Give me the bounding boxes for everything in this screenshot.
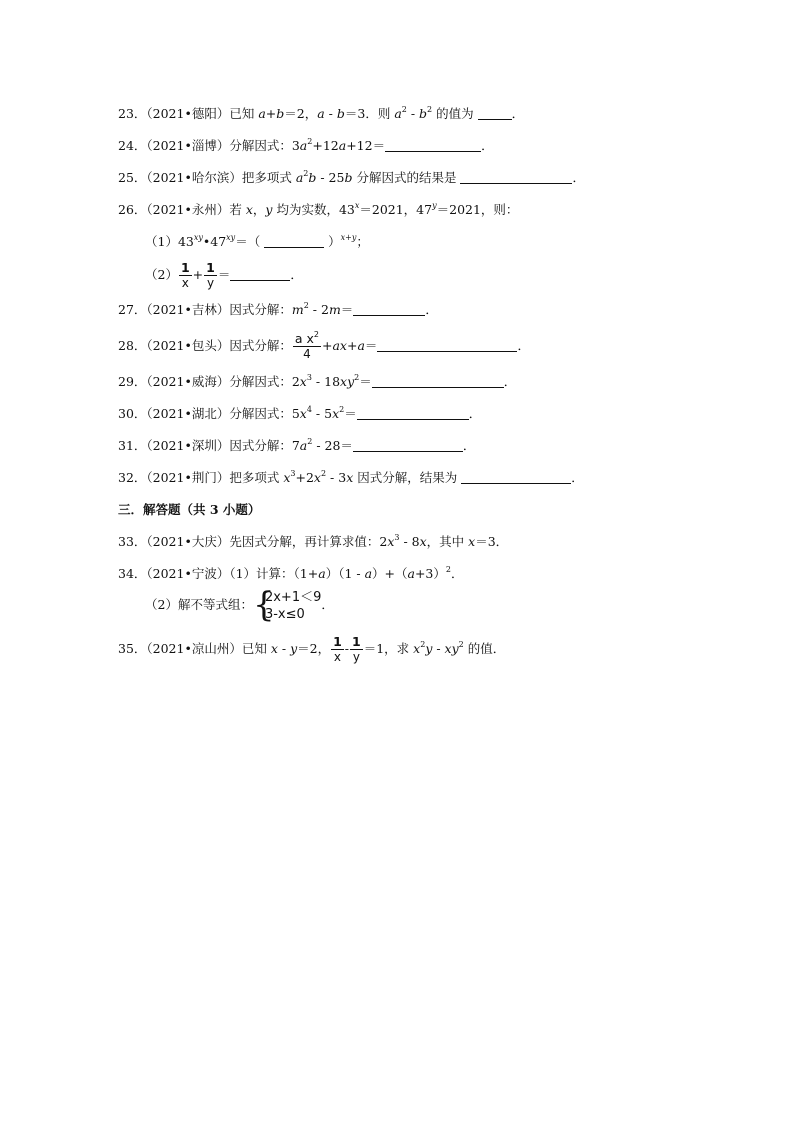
question-26: 26．（2021•永州）若 x，y 均为实数，$43^x=2021$，$47^y=2021$，则： bbox=[118, 200, 519, 217]
source-tag: （2021•荆门） bbox=[146, 470, 230, 485]
question-26-part-1: $(1)43^{xy}•47^{xy}=$（ ）$^{x+y}$； bbox=[145, 232, 369, 249]
question-number: 33． bbox=[118, 534, 147, 549]
source-tag: （2021•永州） bbox=[146, 202, 230, 217]
question-number: 28． bbox=[118, 338, 147, 353]
question-23: 23．（2021•德阳）已知 a+b＝2，a - b＝3．则 $a^2 - b^2$ 的值为 ． bbox=[118, 104, 525, 121]
answer-blank[interactable] bbox=[385, 139, 481, 152]
source-tag: （2021•包头） bbox=[146, 338, 230, 353]
fraction-1-over-y: $\frac{1}{y}$ bbox=[352, 634, 361, 664]
answer-blank[interactable] bbox=[230, 268, 290, 281]
answer-blank[interactable] bbox=[353, 439, 463, 452]
question-number: 32． bbox=[118, 470, 147, 485]
fraction-ax2-over-4: $\frac{a x^2}{4}$ bbox=[294, 329, 319, 361]
question-number: 24． bbox=[118, 138, 147, 153]
question-number: 30． bbox=[118, 406, 147, 421]
question-number: 25． bbox=[118, 170, 147, 185]
question-number: 29． bbox=[118, 374, 147, 389]
question-35: 35．（2021•凉山州）已知 x - y＝2， $\frac{1}{x}$ - $\frac{1}{y}$ ＝1，求 $x^2y - xy^2$ 的值． bbox=[118, 634, 506, 664]
source-tag: （2021•哈尔滨） bbox=[146, 170, 242, 185]
inequality-row-2: 3-x≤0 bbox=[264, 606, 305, 622]
answer-blank[interactable] bbox=[478, 107, 512, 120]
fraction-1-over-x: $\frac{1}{x}$ bbox=[180, 260, 190, 290]
answer-blank[interactable] bbox=[377, 339, 517, 352]
source-tag: （2021•深圳） bbox=[146, 438, 230, 453]
question-27: 27．（2021•吉林）因式分解：$m^2 - 2m=$ ． bbox=[118, 300, 438, 317]
question-28: 28．（2021•包头）因式分解： $\frac{a x^2}{4}$ +ax+a＝ ． bbox=[118, 329, 530, 361]
answer-blank[interactable] bbox=[357, 407, 469, 420]
part-label: （2） bbox=[145, 267, 178, 282]
question-number: 27． bbox=[118, 302, 147, 317]
source-tag: （2021•吉林） bbox=[146, 302, 230, 317]
inequality-system: { 2x+1＜9 3-x≤0 bbox=[252, 584, 322, 625]
question-34: 34．（2021•宁波）（1）计算：$(1+a)(1 - a)+(a+3)^2$． bbox=[118, 564, 464, 581]
source-tag: （2021•宁波） bbox=[146, 566, 230, 581]
part-label: （2）解不等式组： bbox=[145, 597, 253, 612]
question-31: 31．（2021•深圳）因式分解：$7a^2 - 28=$ ． bbox=[118, 436, 476, 453]
question-34-part-2: （2）解不等式组： { 2x+1＜9 3-x≤0 ． bbox=[145, 584, 334, 625]
question-25: 25．（2021•哈尔滨）把多项式 $a^2b - 25b$ 分解因式的结果是 ． bbox=[118, 168, 585, 185]
question-33: 33．（2021•大庆）先因式分解，再计算求值：$2x^3 - 8x$，其中 x＝3． bbox=[118, 532, 509, 549]
source-tag: （2021•威海） bbox=[146, 374, 230, 389]
answer-blank[interactable] bbox=[461, 471, 571, 484]
question-number: 23． bbox=[118, 106, 147, 121]
question-24: 24．（2021•淄博）分解因式：$3a^2+12a+12=$ ． bbox=[118, 136, 494, 153]
inequality-row-1: 2x+1＜9 bbox=[264, 589, 322, 605]
answer-blank[interactable] bbox=[353, 303, 425, 316]
answer-blank[interactable] bbox=[460, 171, 572, 184]
question-32: 32．（2021•荆门）把多项式 $x^3+2x^2 - 3x$ 因式分解，结果为 ． bbox=[118, 468, 584, 485]
part-label: （1） bbox=[145, 234, 178, 249]
question-29: 29．（2021•威海）分解因式：$2x^3 - 18xy^2=$ ． bbox=[118, 372, 517, 389]
source-tag: （2021•大庆） bbox=[146, 534, 230, 549]
source-tag: （2021•淄博） bbox=[146, 138, 230, 153]
answer-blank[interactable] bbox=[372, 375, 504, 388]
question-number: 35． bbox=[118, 641, 147, 656]
source-tag: （2021•凉山州） bbox=[146, 641, 242, 656]
answer-blank[interactable] bbox=[264, 235, 324, 248]
question-26-part-2: （2） $\frac{1}{x}$ + $\frac{1}{y}$ ＝ ． bbox=[145, 260, 303, 290]
question-number: 26． bbox=[118, 202, 147, 217]
source-tag: （2021•湖北） bbox=[146, 406, 230, 421]
question-number: 34． bbox=[118, 566, 147, 581]
fraction-1-over-y: $\frac{1}{y}$ bbox=[206, 260, 215, 290]
fraction-1-over-x: $\frac{1}{x}$ bbox=[333, 634, 342, 664]
source-tag: （2021•德阳） bbox=[146, 106, 230, 121]
question-number: 31． bbox=[118, 438, 147, 453]
question-30: 30．（2021•湖北）分解因式：$5x^4 - 5x^2=$ ． bbox=[118, 404, 482, 421]
section-heading: 三．解答题（共 3 小题） bbox=[118, 502, 261, 517]
